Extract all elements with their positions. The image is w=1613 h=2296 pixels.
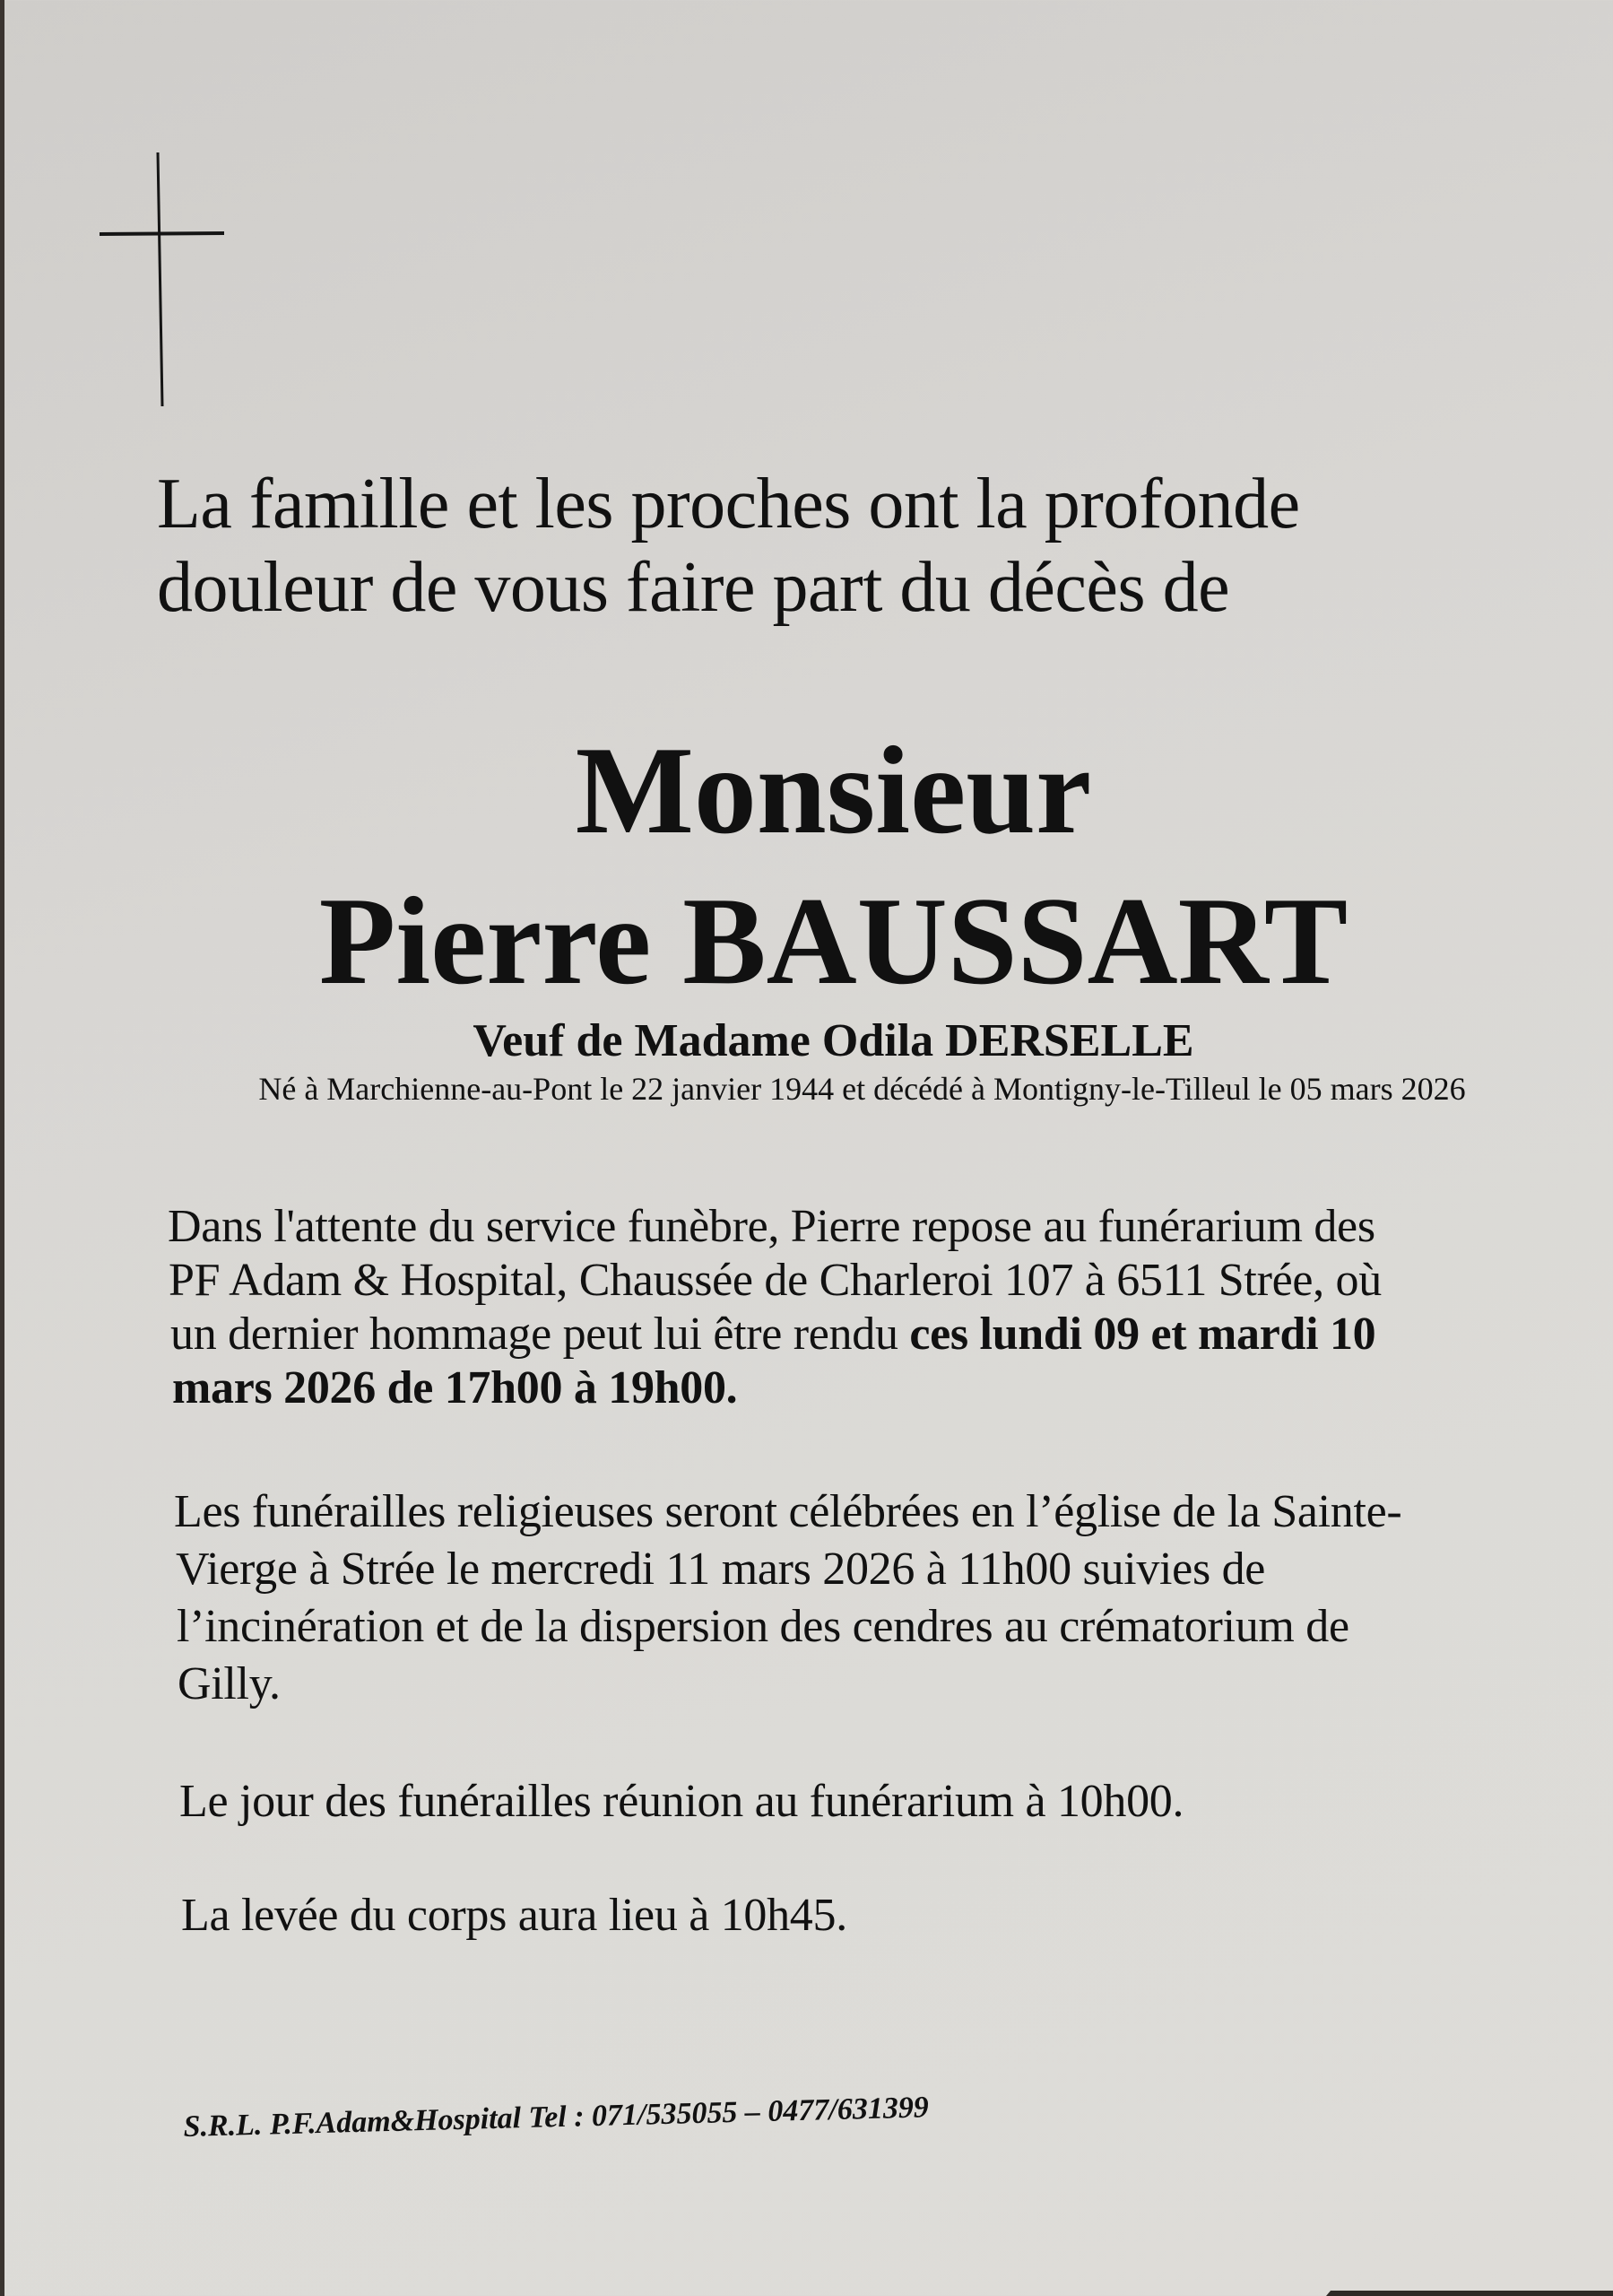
funeral-line-4: Gilly. [178, 1658, 281, 1709]
levee-line: La levée du corps aura lieu à 10h45. [181, 1890, 847, 1941]
funeral-line-2: Vierge à Strée le mercredi 11 mars 2026 à 11h00 suivies de [176, 1544, 1266, 1595]
visitation-line-1: Dans l'attente du service funèbre, Pierre repose au funérarium des [168, 1201, 1375, 1252]
paper-edge-bottom [1326, 2291, 1613, 2296]
deceased-name: Pierre BAUSSART [318, 872, 1349, 1011]
funeral-line-1: Les funérailles religieuses seront célébrées en l’église de la Sainte- [174, 1486, 1402, 1537]
visitation-dates: ces lundi 09 et mardi 10 [909, 1309, 1376, 1360]
spouse-line: Veuf de Madame Odila DERSELLE [473, 1015, 1194, 1066]
cross-icon [0, 0, 269, 430]
funeral-home-footer: S.R.L. P.F.Adam&Hospital Tel : 071/535055 – 0477/631399 [183, 2091, 930, 2144]
visitation-line-3 [170, 1311, 1375, 1358]
visitation-hours: mars 2026 de 17h00 à 19h00. [172, 1362, 738, 1413]
visitation-line-3-regular: un dernier hommage peut lui être rendu [170, 1309, 910, 1360]
honorific-title: Monsieur [575, 721, 1092, 860]
funeral-line-3: l’incinération et de la dispersion des cendres au crématorium de [177, 1601, 1349, 1652]
visitation-line-2: PF Adam & Hospital, Chaussée de Charleroi 107 à 6511 Strée, où [169, 1255, 1382, 1306]
birth-death-line: Né à Marchienne-au-Pont le 22 janvier 1944 et décédé à Montigny-le-Tilleul le 05 mars 2026 [258, 1071, 1466, 1107]
gathering-line: Le jour des funérailles réunion au funérarium à 10h00. [179, 1776, 1184, 1827]
intro-line-1: La famille et les proches ont la profonde [157, 465, 1300, 544]
intro-line-2: douleur de vous faire part du décès de [157, 548, 1230, 627]
